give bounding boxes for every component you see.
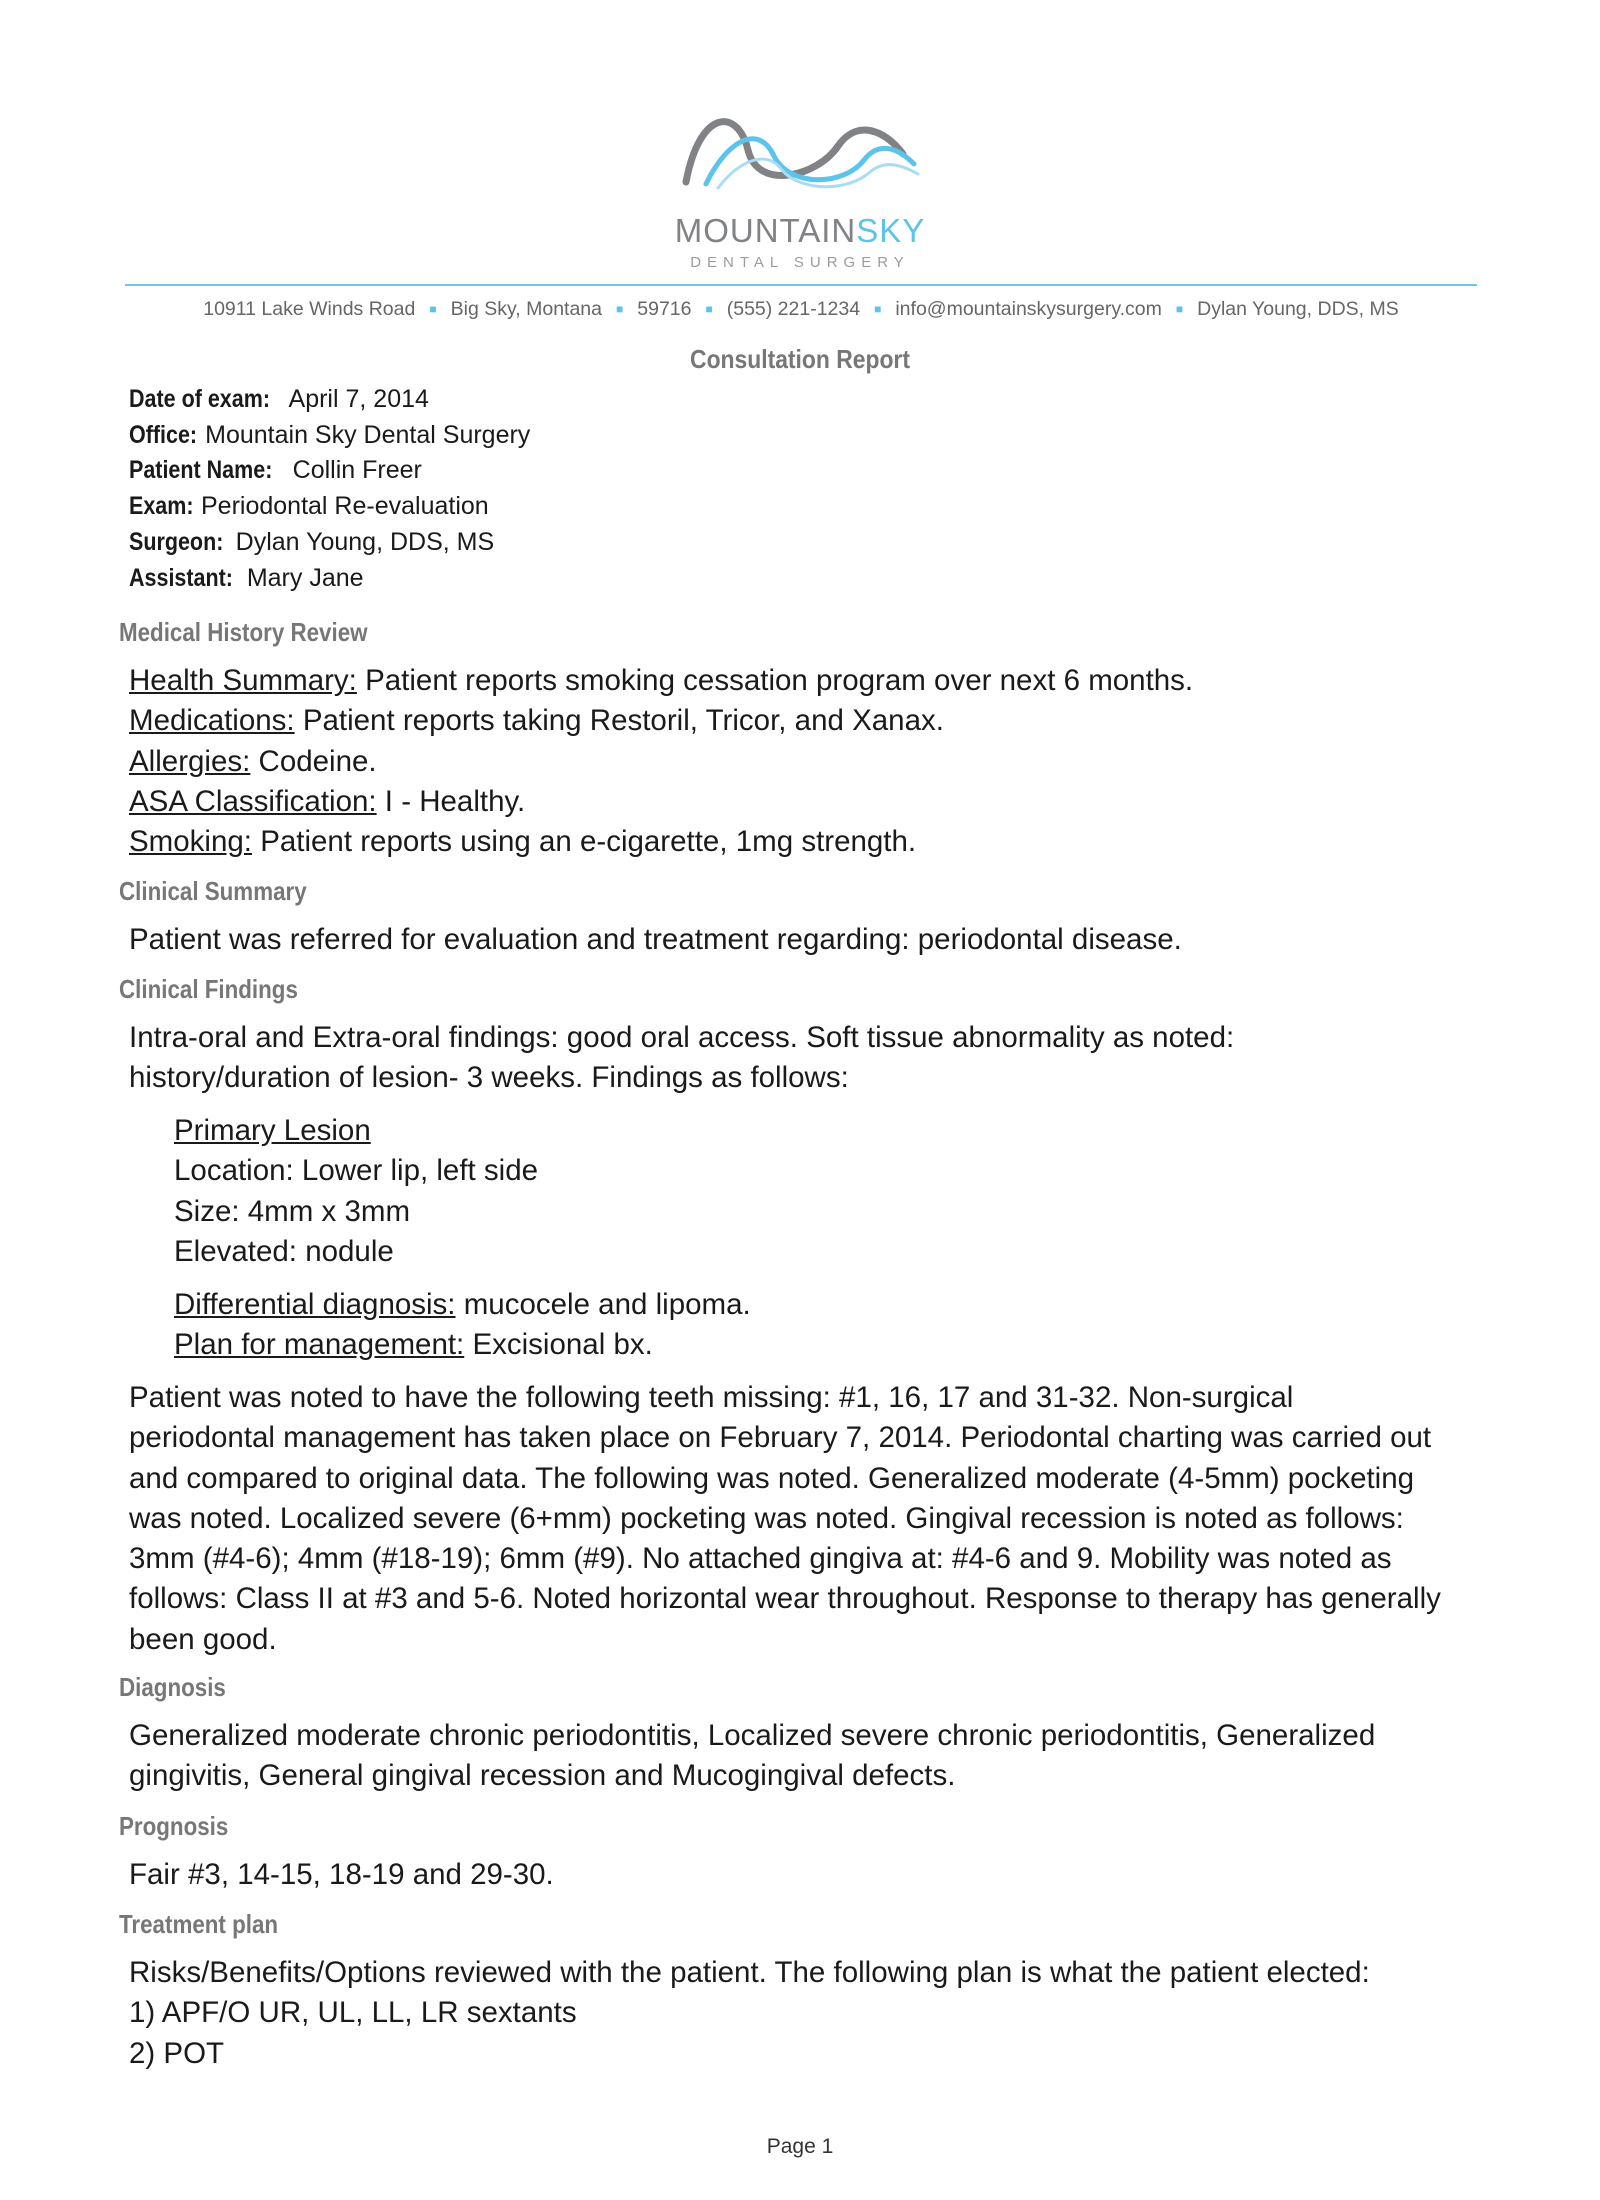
- meta-label: Assistant:: [129, 563, 233, 592]
- contact-email: info@mountainskysurgery.com: [895, 298, 1162, 320]
- prognosis-text: Fair #3, 14-15, 18-19 and 29-30.: [129, 1858, 554, 1891]
- paragraph-line: 3mm (#4-6); 4mm (#18-19); 6mm (#9). No attached gingiva at: #4-6 and 9. Mobility was noted as: [129, 1542, 1392, 1576]
- plan-label: Plan for management:: [174, 1328, 465, 1362]
- history-item: [129, 782, 1193, 822]
- meta-label: Exam:: [129, 492, 194, 521]
- section-heading-medical-history: Medical History Review: [119, 617, 368, 647]
- history-label: Allergies:: [129, 744, 251, 778]
- history-label: Health Summary:: [129, 664, 357, 697]
- lesion-detail: Elevated: nodule: [174, 1234, 394, 1268]
- primary-lesion-block: [174, 1111, 538, 1272]
- report-title: Consultation Report: [690, 344, 910, 374]
- differential-label: Differential diagnosis:: [174, 1288, 456, 1321]
- findings-paragraph: [129, 1378, 1441, 1660]
- paragraph-line: Patient was noted to have the following teeth missing: #1, 16, 17 and 31-32. Non-surgical: [129, 1381, 1294, 1414]
- findings-intro: [129, 1018, 1234, 1099]
- meta-row: [129, 453, 530, 489]
- separator-dot-icon: ■: [429, 302, 437, 316]
- logo-subtitle: DENTAL SURGERY: [690, 254, 910, 271]
- history-text: Codeine.: [258, 744, 377, 778]
- contact-zip: 59716: [637, 298, 692, 320]
- header-divider: [125, 284, 1477, 286]
- separator-dot-icon: ■: [616, 302, 624, 316]
- history-item: [129, 701, 1193, 741]
- treatment-line: 2) POT: [129, 2036, 225, 2070]
- meta-value: Mary Jane: [246, 563, 364, 592]
- findings-intro-line: history/duration of lesion- 3 weeks. Findings as follows:: [129, 1061, 849, 1095]
- practice-logo: [640, 112, 960, 272]
- meta-label: Office:: [129, 420, 198, 449]
- history-label: Smoking:: [129, 825, 252, 859]
- meta-value: Mountain Sky Dental Surgery: [205, 420, 531, 449]
- section-heading-prognosis: Prognosis: [119, 1811, 229, 1841]
- medical-history-list: [129, 661, 1193, 862]
- management-plan: [174, 1325, 751, 1365]
- paragraph-line: and compared to original data. The following was noted. Generalized moderate (4-5mm) pocketing: [129, 1461, 1415, 1495]
- history-text: Patient reports smoking cessation program over next 6 months.: [365, 664, 1194, 697]
- page-number: Page 1: [766, 2135, 834, 2158]
- meta-row: [129, 382, 530, 418]
- paragraph-line: was noted. Localized severe (6+mm) pocketing was noted. Gingival recession is noted as follows:: [129, 1501, 1404, 1535]
- section-heading-treatment-plan: Treatment plan: [119, 1909, 279, 1939]
- section-heading-clinical-findings: Clinical Findings: [119, 974, 298, 1004]
- mountain-logo-icon: [678, 112, 922, 192]
- history-text: Patient reports using an e-cigarette, 1mg strength.: [260, 825, 917, 859]
- paragraph-line: periodontal management has taken place on February 7, 2014. Periodontal charting was carried out: [129, 1421, 1432, 1455]
- meta-row: [129, 418, 530, 454]
- paragraph-line: follows: Class II at #3 and 5-6. Noted horizontal wear throughout. Response to therapy has generally: [129, 1582, 1441, 1616]
- meta-row: [129, 561, 530, 597]
- logo-wordmark-main: MOUNTAIN: [674, 212, 857, 249]
- treatment-plan-text: [129, 1953, 1370, 2074]
- contact-phone: (555) 221-1234: [726, 298, 861, 320]
- meta-value: April 7, 2014: [288, 385, 429, 413]
- history-text: Patient reports taking Restoril, Tricor, and Xanax.: [302, 704, 944, 738]
- history-label: Medications:: [129, 704, 295, 738]
- diagnosis-text: [129, 1716, 1375, 1797]
- section-heading-clinical-summary: Clinical Summary: [119, 876, 307, 906]
- contact-address: 10911 Lake Winds Road: [203, 298, 416, 320]
- lesion-detail: Size: 4mm x 3mm: [174, 1194, 411, 1228]
- meta-row: [129, 489, 530, 525]
- meta-label: Surgeon:: [129, 527, 224, 556]
- findings-intro-line: Intra-oral and Extra-oral findings: good oral access. Soft tissue abnormality as noted:: [129, 1021, 1235, 1054]
- meta-label: Date of exam:: [129, 385, 270, 413]
- meta-row: [129, 525, 530, 561]
- lesion-detail: Location: Lower lip, left side: [174, 1154, 539, 1188]
- differential-text: mucocele and lipoma.: [463, 1288, 751, 1321]
- separator-dot-icon: ■: [1175, 302, 1184, 316]
- diagnosis-line: gingivitis, General gingival recession and Mucogingival defects.: [129, 1759, 956, 1793]
- exam-details: [129, 382, 530, 596]
- section-heading-diagnosis: Diagnosis: [119, 1672, 226, 1702]
- contact-line: [125, 298, 1477, 321]
- clinical-summary-text: Patient was referred for evaluation and treatment regarding: periodontal disease.: [129, 923, 1182, 956]
- history-item: [129, 822, 1193, 862]
- treatment-line: 1) APF/O UR, UL, LL, LR sextants: [129, 1996, 577, 2030]
- logo-wordmark-accent: SKY: [856, 212, 926, 249]
- treatment-line: Risks/Benefits/Options reviewed with the patient. The following plan is what the patient elected:: [129, 1956, 1370, 1989]
- contact-city: Big Sky, Montana: [450, 298, 602, 320]
- history-label: ASA Classification:: [129, 784, 377, 818]
- meta-label: Patient Name:: [129, 456, 273, 485]
- lesion-title: Primary Lesion: [174, 1114, 371, 1147]
- history-item: [129, 661, 1193, 701]
- history-item: [129, 742, 1193, 782]
- contact-doctor: Dylan Young, DDS, MS: [1197, 298, 1399, 320]
- logo-wordmark: [640, 212, 960, 250]
- meta-value: Collin Freer: [292, 456, 422, 485]
- differential-diagnosis: [174, 1285, 751, 1325]
- lesion-assessment: [174, 1285, 751, 1366]
- separator-dot-icon: ■: [874, 302, 882, 316]
- diagnosis-line: Generalized moderate chronic periodontitis, Localized severe chronic periodontitis, Generalized: [129, 1719, 1376, 1752]
- history-text: I - Healthy.: [384, 784, 526, 818]
- meta-value: Periodontal Re-evaluation: [201, 492, 489, 521]
- meta-value: Dylan Young, DDS, MS: [235, 527, 495, 556]
- plan-text: Excisional bx.: [472, 1328, 653, 1362]
- paragraph-line: been good.: [129, 1622, 277, 1656]
- separator-dot-icon: ■: [705, 302, 713, 316]
